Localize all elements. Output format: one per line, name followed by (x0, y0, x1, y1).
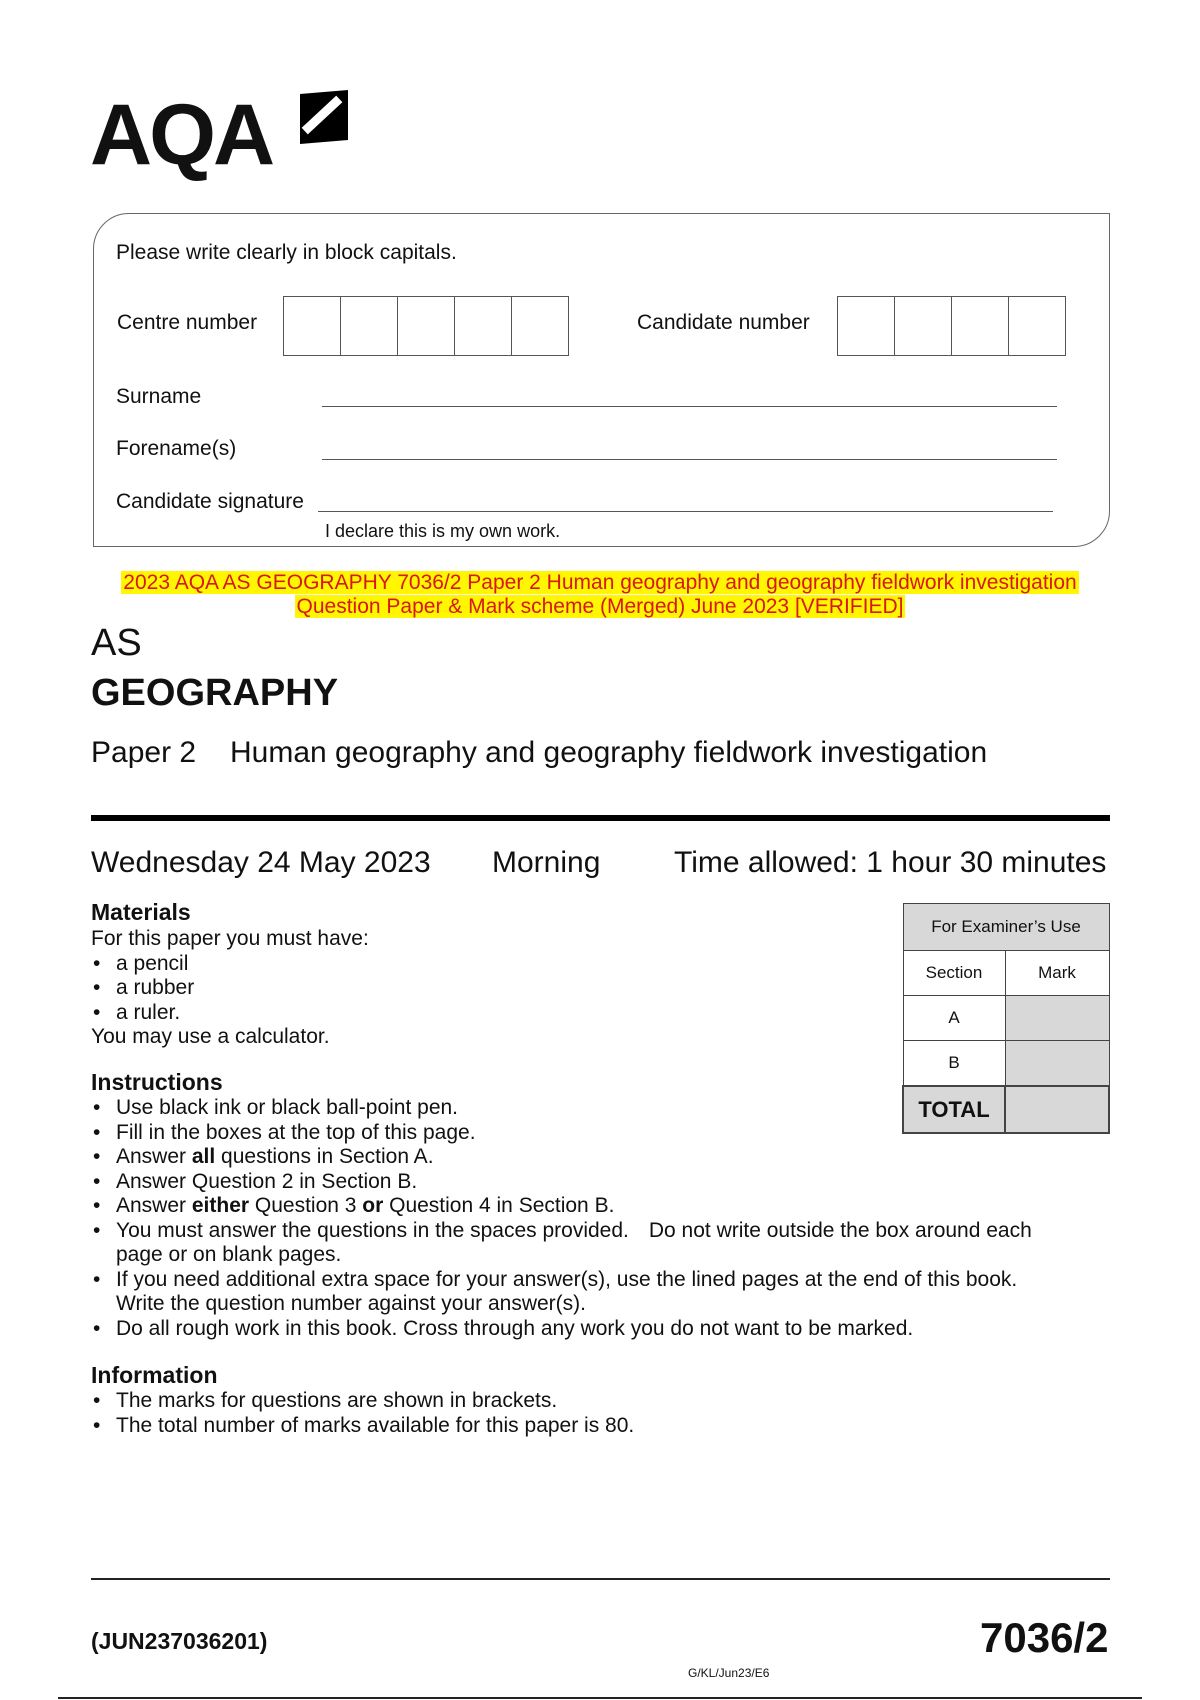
section-a-mark (1005, 996, 1109, 1041)
footer-divider (91, 1578, 1110, 1580)
materials-intro: For this paper you must have: (91, 927, 369, 950)
time-allowed: Time allowed: 1 hour 30 minutes (674, 846, 1107, 879)
centre-number-digit[interactable] (398, 297, 455, 355)
document-banner-line2: Question Paper & Mark scheme (Merged) June 2023 [VERIFIED] (296, 595, 904, 618)
list-item: • The total number of marks available for this paper is 80. (91, 1414, 1091, 1439)
exam-session: Morning (492, 846, 601, 879)
centre-number-digit[interactable] (455, 297, 512, 355)
list-item: • The marks for questions are shown in brackets. (91, 1389, 1091, 1414)
materials-heading: Materials (91, 899, 191, 925)
candidate-number-boxes[interactable] (837, 296, 1066, 356)
title-divider (91, 815, 1110, 821)
signature-label: Candidate signature (116, 490, 304, 513)
list-item: • If you need additional extra space for your answer(s), use the lined pages at the end of this book. Write the question number against your answer(s). (91, 1268, 1121, 1317)
exam-date: Wednesday 24 May 2023 (91, 846, 431, 879)
document-banner-line1: 2023 AQA AS GEOGRAPHY 7036/2 Paper 2 Human geography and geography fieldwork investigation (123, 571, 1077, 594)
list-item: • a pencil (91, 952, 791, 977)
print-code: G/KL/Jun23/E6 (688, 1666, 770, 1680)
information-list (91, 1389, 1091, 1438)
instructions-heading: Instructions (91, 1069, 223, 1095)
list-item: • Answer all questions in Section A. (91, 1145, 1121, 1170)
mark-column-header: Mark (1005, 951, 1109, 996)
paper-title: Human geography and geography fieldwork investigation (230, 736, 988, 769)
instructions-section (91, 1069, 1121, 1341)
materials-section (91, 899, 791, 1050)
block-capitals-instruction: Please write clearly in block capitals. (116, 241, 457, 264)
paper-reference-code: (JUN237036201) (91, 1628, 268, 1654)
list-item: • a rubber (91, 976, 791, 1001)
centre-number-digit[interactable] (512, 297, 568, 355)
list-item: • a ruler. (91, 1001, 791, 1026)
list-item: • Answer Question 2 in Section B. (91, 1170, 1121, 1195)
instructions-list (91, 1096, 1121, 1341)
information-heading: Information (91, 1362, 218, 1388)
aqa-logo-mark-icon (296, 88, 352, 150)
list-item: • Answer either Question 3 or Question 4 in Section B. (91, 1194, 1121, 1219)
signature-field[interactable] (318, 511, 1053, 512)
candidate-number-digit[interactable] (1009, 297, 1065, 355)
examiner-table-title: For Examiner’s Use (903, 904, 1109, 951)
declaration-text: I declare this is my own work. (325, 521, 561, 541)
forenames-label: Forename(s) (116, 437, 237, 460)
list-item: • Use black ink or black ball-point pen. (91, 1096, 1121, 1121)
total-label: TOTAL (903, 1086, 1005, 1133)
candidate-number-digit[interactable] (838, 297, 895, 355)
candidate-number-digit[interactable] (952, 297, 1009, 355)
list-item: • You must answer the questions in the spaces provided. Do not write outside the box around each page or on blank pages. (91, 1219, 1121, 1268)
section-b-label: B (903, 1041, 1005, 1087)
surname-label: Surname (116, 385, 202, 408)
section-a-label: A (903, 996, 1005, 1041)
specification-code: 7036/2 (980, 1614, 1109, 1661)
centre-number-digit[interactable] (284, 297, 341, 355)
calculator-note: You may use a calculator. (91, 1025, 330, 1048)
aqa-logo-text: AQA (90, 87, 273, 183)
information-section (91, 1362, 1091, 1438)
subject-title: GEOGRAPHY (91, 672, 339, 714)
centre-number-digit[interactable] (341, 297, 398, 355)
centre-number-boxes[interactable] (283, 296, 569, 356)
centre-number-label: Centre number (117, 311, 258, 334)
list-item: • Do all rough work in this book. Cross through any work you do not want to be marked. (91, 1317, 1121, 1342)
forenames-field[interactable] (322, 459, 1057, 460)
page-bottom-rule (58, 1697, 1142, 1699)
surname-field[interactable] (322, 406, 1057, 407)
candidate-number-digit[interactable] (895, 297, 952, 355)
paper-number: Paper 2 (91, 736, 197, 769)
candidate-number-label: Candidate number (637, 311, 810, 334)
list-item: • Fill in the boxes at the top of this page. (91, 1121, 1121, 1146)
qualification-level: AS (91, 622, 142, 664)
section-column-header: Section (903, 951, 1005, 996)
materials-list (91, 952, 791, 1026)
